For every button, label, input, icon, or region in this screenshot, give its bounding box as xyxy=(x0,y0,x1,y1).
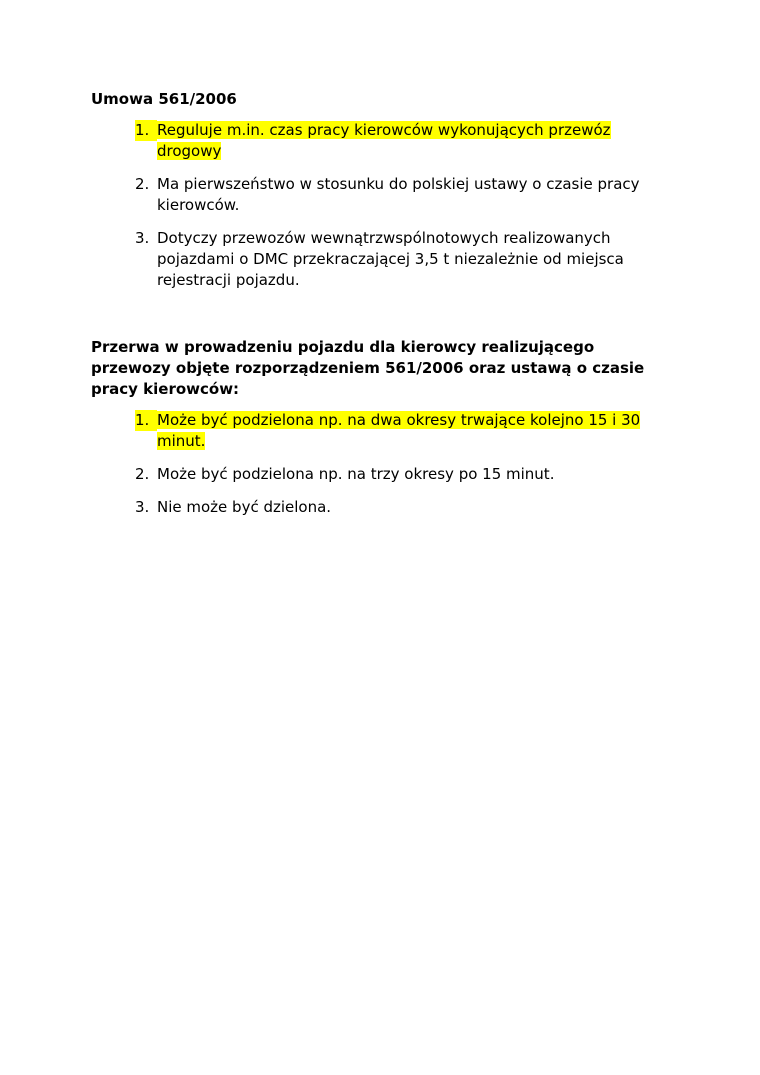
list-item xyxy=(91,410,671,452)
list-item xyxy=(91,174,671,216)
item-text-highlighted: Może być podzielona np. na dwa okresy trwające kolejno 15 i 30 minut. xyxy=(157,411,641,450)
item-text: Może być podzielona np. na trzy okresy po 15 minut. xyxy=(157,465,555,483)
answer-list xyxy=(91,410,671,518)
item-text: Nie może być dzielona. xyxy=(157,498,332,516)
item-number: 2. xyxy=(135,465,150,483)
list-item xyxy=(91,464,671,485)
item-number: 3. xyxy=(135,498,150,516)
item-number: 3. xyxy=(135,229,150,247)
item-text: Dotyczy przewozów wewnątrzwspólnotowych realizowanych pojazdami o DMC przekraczającej 3,5 t niezależnie od miejsca rejestracji pojazdu. xyxy=(157,229,624,289)
section-heading: Przerwa w prowadzeniu pojazdu dla kierowcy realizującego przewozy objęte rozporządzeniem 561/2006 oraz ustawą o czasie pracy kierowców: xyxy=(91,338,645,398)
item-text-highlighted: Reguluje m.in. czas pracy kierowców wykonujących przewóz drogowy xyxy=(157,121,611,160)
section-umowa xyxy=(91,89,671,303)
list-item xyxy=(91,120,671,162)
section-heading: Umowa 561/2006 xyxy=(91,90,237,108)
answer-list xyxy=(91,120,671,291)
item-text: Ma pierwszeństwo w stosunku do polskiej ustawy o czasie pracy kierowców. xyxy=(157,175,640,214)
list-item xyxy=(91,497,671,518)
item-number: 2. xyxy=(135,175,150,193)
item-number: 1. xyxy=(135,120,157,141)
item-number: 1. xyxy=(135,410,157,431)
section-przerwa xyxy=(91,337,671,530)
list-item xyxy=(91,228,671,291)
